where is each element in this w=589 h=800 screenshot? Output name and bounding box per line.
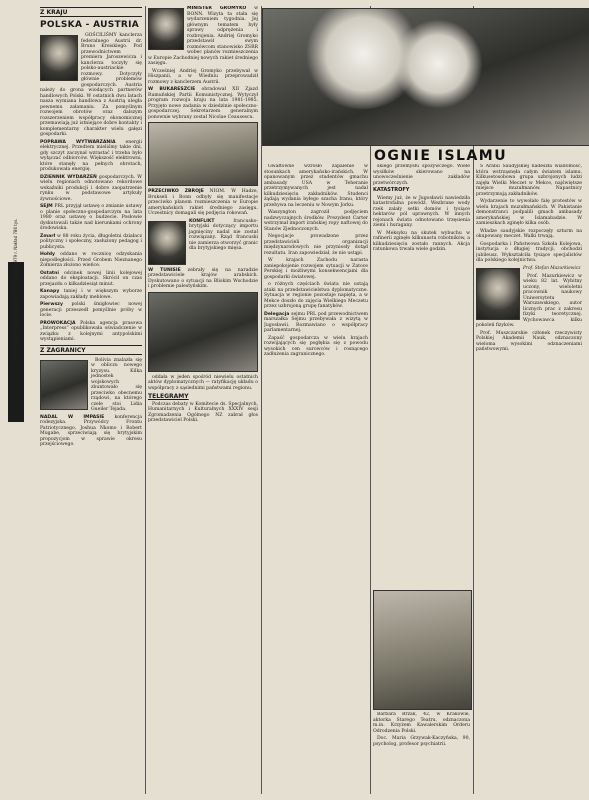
- photo-gromyko: [148, 8, 184, 50]
- news-item: [40, 321, 142, 343]
- article-text: Negocjacje prowadzone przez przedstawicieli organizacji międzynarodowych nie przyniosły dotąd rezultatu. Iran zapowiedział, że nie ustąpi.: [264, 234, 368, 256]
- photo-fire: [262, 8, 589, 146]
- news-item-title: Pierwszy: [40, 302, 63, 307]
- article-text: Wcześniej Andriej Gromyko przebywał w Hiszpanii, a w Wiedniu przeprowadził rozmowy z kanclerzem Austrii.: [148, 68, 258, 85]
- magazine-logo: tygodnia: [7, 326, 20, 380]
- article-text: Bolivia znalazła się w obliczu nowego kryzysu. Kilka jednostek wojskowych zbuntowało się przeciwko obecnemu rządowi, na którego czele stoi Lidia Gueiler Tejada.: [91, 357, 142, 412]
- news-item-title: SEJM: [40, 204, 53, 209]
- news-item-text: zebrały się na naradzie przedstawiciele krajów arabskich. Dyskutowano o sytuacji na Bliskim Wschodzie i problemie palestyńskim.: [148, 267, 258, 289]
- news-item-text: w BONN. Wizyta ta stała się wydarzeniem tygodnia. Jej głównym tematem były sprawy odprężenia i rozbrojenia. Andriej Gromyko przedstawił swym rozmówcom stanowisko ZSRR wobec planów rozmieszczenia w Europie Zachodniej nowych rakiet średniego zasięgu.: [148, 6, 258, 66]
- news-item-text: taniej i w większym wyborze zapowiadają zakłady meblowe.: [40, 289, 142, 300]
- news-item-title: W BUKARESZCIE: [148, 87, 196, 92]
- news-item-text: sejmu PRL pod przewodnictwem marszałka Sejmu przebywała z wizytą w Jugosławii. Rozmawiano o współpracy parlamentarnej.: [264, 311, 368, 333]
- news-item: [40, 140, 142, 173]
- photo-crash: [373, 590, 472, 710]
- article-text: W Meksyku na skutek wybuchu w rafinerii zginęło kilkunastu robotników, a kilkudziesięciu zostało rannych. Akcja ratunkowa trwała wiele godzin.: [373, 230, 470, 252]
- photo-conference: [148, 292, 258, 372]
- news-item-title: W TUNISIE: [148, 267, 181, 273]
- news-item-text: energii elektrycznej. Przedtem mieliśmy takie dni, gdy szczyt zaczynał wzrastać i trzeba było wyłączać odbiorców. Większość elektrowni, które stanęły na pełnych obrotach, produkowała energię.: [40, 139, 142, 172]
- news-item-text: odcinek nowej linii kolejowej oddano do eksploatacji. Skrócił on czas przejazdu o kilkadziesiąt minut.: [40, 270, 142, 287]
- photo-demonstration: [148, 122, 258, 186]
- obituary-block: [373, 712, 470, 794]
- section-header: KATASTROFY: [373, 187, 410, 193]
- article-text: Wydarzenie to wywołało falę protestów w wielu krajach muzułmańskich. W Pakistanie demonstranci podpalili gmach ambasady amerykańskiej w Islamabadzie. W zamieszkach zginęło kilka osób.: [476, 199, 582, 226]
- article-text: Gwałtowne wzrosło zapalenie w stosunkach amerykańsko-irańskich. W opanowanym przez studentów gmachu ambasady USA w Teheranie przetrzymywanych jest nadal kilkudziesięciu zakładników. Studenci żądają wydania byłego szacha Iranu, który przebywa na leczeniu w Nowym Jorku.: [264, 164, 368, 208]
- column-mekka: [476, 164, 582, 794]
- issue-info: Numer 1810 dodany do dziennika 11 listopada 1979 r. Nakład 786 tys.: [13, 218, 18, 360]
- article-text: GOŚCILIŚMY kanclerza federalnego Austrii dr. Bruno Kreiskiego. Pod przewodnictwem premiera Jaroszewicza i kanclerza toczyły się polsko-austriackie rozmowy. Dotyczyły głównie problemów gospodarczych. Austria należy do grona wiodących partnerów handlowych Polski. W ostatnich dwu latach nasza wymiana handlowa z Austrią uległa pewnemu załamaniu. Za pomyślnym rozwojem obrotów oraz dalszym rozszerzeniem współpracy ekonomicznej przemawiają już istniejące dobre kontakty i komplementarny charakter wielu gałęzi gospodarki.: [40, 33, 142, 137]
- photo-caption: Prof. Stefan Mazurkiewicz: [523, 265, 581, 271]
- news-item: [40, 271, 142, 288]
- section-header: Z KRAJU: [40, 7, 142, 17]
- news-item-title: PRZECIWKO ZBROJE: [148, 189, 204, 194]
- news-item: [40, 234, 142, 251]
- photo-kreisky: [40, 35, 78, 81]
- news-item-text: francusko-brytyjski dotyczący importu jagnięciny nadal nie został rozwiązany. Rząd francuski nie zamierza otworzyć granic dla brytyjskiego mięsa.: [189, 218, 258, 251]
- headline-ogni-islamu: OGNIE ISLAMU: [374, 148, 508, 164]
- column-iran: [264, 164, 368, 794]
- news-item-title: NADAL W IMPASIE: [40, 414, 105, 420]
- news-item-text: oddano w rocznicę odzyskania niepodległości. Przed Grobem Nieznanego Żołnierza złożono wieńce.: [40, 252, 142, 268]
- news-item-text: w 88 roku życia, długoletni działacz polityczny i społeczny, zasłużony pedagog i publicysta.: [40, 233, 142, 250]
- news-item-title: Kanapy: [40, 289, 60, 294]
- news-item-title: KONFLIKT: [189, 218, 215, 224]
- news-item-title: PROWOKACJA: [40, 320, 76, 326]
- news-item-title: Ostatni: [40, 270, 59, 276]
- article-text: Wiemy już, że w Jugosławii nawiedziła katastrofalna powódź. Wezbrane wody rzek zalały setki domów i tysiące hektarów pól uprawnych. W innych rejonach świata odnotowano trzęsienia ziemi i huragany.: [373, 195, 470, 228]
- news-item: [148, 87, 258, 120]
- news-item: [40, 289, 142, 300]
- news-item: [40, 175, 142, 203]
- photo-portrait: [148, 221, 186, 265]
- photo-professor: [476, 268, 520, 320]
- section-header: Z ZAGRANICY: [40, 345, 142, 355]
- article-text: S Arabii Saudyjskiej nadeszła wiadomość, która wstrząsnęła całym światem islamu. Kilkusetosobowa grupa uzbrojonych ludzi zajęła Wielki Meczet w Mekce, najświętsze miejsce muzułmanów. Napastnicy przetrzymują zakładników.: [476, 164, 582, 197]
- article-text: Władze saudyjskie rozpoczęły szturm na okupowany meczet. Walki trwają.: [476, 228, 582, 239]
- article-text: oddała w jeden spośród niewielu ostatnich aktów dyplomatycznych — ratyfikację układu o współpracy z sąsiednimi państwami regionu.: [148, 374, 258, 391]
- news-item-title: Hołdy: [40, 252, 55, 257]
- news-item-text: PRL przyjął ustawę o zmianie ustawy o planie społeczno-gospodarczym na lata 1980 oraz ustawę o budżecie. Posłowie dyskutowali także nad kierunkami ochrony środowiska.: [40, 204, 142, 231]
- news-item-title: POPRAWA WYTWARZANIA: [40, 139, 116, 145]
- news-item: [40, 204, 142, 232]
- article-text: Prof. Muszczarskie członek rzeczywisty Polskiej Akademii Nauk, odznaczony wieloma wysokimi odznaczeniami państwowymi.: [476, 330, 582, 352]
- news-item-text: polski śmigłowiec nowej generacji przeszedł pomyślnie próby w locie.: [40, 302, 142, 318]
- news-item-text: obradował XII Zjazd Rumuńskiej Partii Komunistycznej. Wytyczył program rozwoju kraju na lata 1981-1985. Przyjęto nowe zadania w dziedzinie społeczno-gospodarczej. Sekretarzem generalnym ponownie wybrany został Nicolae Ceausescu.: [148, 87, 258, 120]
- news-item: [40, 415, 142, 448]
- article-text: Zapaść gospodarcza w wielu krajach rozwijających się pogłębia się z powodu wysokich cen surowców i rosnącego zadłużenia zagranicznego.: [264, 335, 368, 357]
- news-item: [148, 189, 258, 217]
- news-item: [40, 302, 142, 319]
- news-item-text: gospodarczych. W wielu regionach odnotowano rekordowe wskaźniki produkcji i dobre zaopatrzenie rynku w podstawowe artykuły żywnościowe.: [40, 174, 142, 202]
- news-item-title: MINISTER GROMYKO: [187, 6, 247, 11]
- column-rule: [145, 6, 146, 794]
- news-item-text: Polska agencja prasowa „Interpress” opublikowała oświadczenie w związku z kolejnymi antypolskimi wystąpieniami.: [40, 320, 142, 342]
- smoke-cloud: [393, 19, 483, 109]
- article-text: Prof. Mazurkiewicz w wieku 82 lat. Wybitny uczony, wieloletni pracownik naukowy Uniwersytetu Warszawskiego, autor licznych prac z zakresu fizyki teoretycznej. Wychowawca kilku pokoleń fizyków.: [476, 273, 582, 328]
- column-kraju: [40, 6, 142, 794]
- article-text: W krajach Zachodu narasta zaniepokojenie rozwojem sytuacji w Zatoce Perskiej i możliwymi konsekwencjami dla gospodarki światowej.: [264, 258, 368, 280]
- news-item: [40, 252, 142, 269]
- news-item-text: konferencja rodezyjska. Przywódcy Frontu Patriotycznego, Joshua Nkomo i Robert Mugabe, sprzeciwiają się brytyjskim propozycjom w sprawie okresu przejściowego.: [40, 414, 142, 447]
- news-item: [148, 268, 258, 290]
- obituary-text: Doc. Maria Grzywak-Kaczyńska, 90, psycholog, profesor psychiatrii.: [373, 736, 470, 747]
- news-item-title: Delegacja: [264, 311, 290, 317]
- section-header: TELEGRAMY: [148, 393, 189, 400]
- article-text: Waszyngton zagroził podjęciem nadzwyczajnych środków. Prezydent Carter wstrzymał import irańskiej ropy naftowej do Stanów Zjednoczonych.: [264, 210, 368, 232]
- article-text: o różnych częściach świata nie ustają ataki na przedstawicielstwa dyplomatyczne. Sytuacja w regionie pozostaje napięta, a w Mekce doszło do zajęcia Wielkiego Meczetu przez uzbrojoną grupę fanatyków.: [264, 282, 368, 309]
- news-item-title: Zmarł: [40, 233, 56, 239]
- obituary-text: Barbara Brzak, 42, w Krakowie, aktorka Starego Teatru, odznaczona m.in. Krzyżem Kawalerskim Orderu Odrodzenia Polski.: [373, 712, 470, 734]
- headline-polska-austria: POLSKA - AUSTRIA: [40, 20, 140, 30]
- article-text: skiego przemysłu spożywczego. Wiele wysiłków skierowano na unowocześnienie zakładów przetwórczych.: [373, 164, 470, 186]
- news-item: [264, 312, 368, 334]
- article-text: Gospodarka i Państwowa Szkoła Kolejowa, instytucja o długiej tradycji, obchodzi jubileusz. Wykształciła tysiące specjalistów dla polskiego kolejnictwa.: [476, 241, 582, 263]
- article-text: Podczas debaty w Komitecie ds. Specjalnych, Humanitarnych i Kulturalnych XXXIV sesji Zgromadzenia Ogólnego NZ zabrał głos przedstawiciel Polski.: [148, 401, 258, 423]
- news-item-text: NIOM. W Hadze, Brukseli i Bonn odbyły się manifestacje przeciwko planom rozmieszczenia w Europie amerykańskich rakiet średniego zasięgu. Uczestnicy domagali się podjęcia rokowań.: [148, 189, 258, 216]
- photo-bolivia: [40, 360, 88, 410]
- news-item-title: DZIENNIK WYDARZEŃ: [40, 174, 97, 180]
- column-swiat: [148, 6, 258, 794]
